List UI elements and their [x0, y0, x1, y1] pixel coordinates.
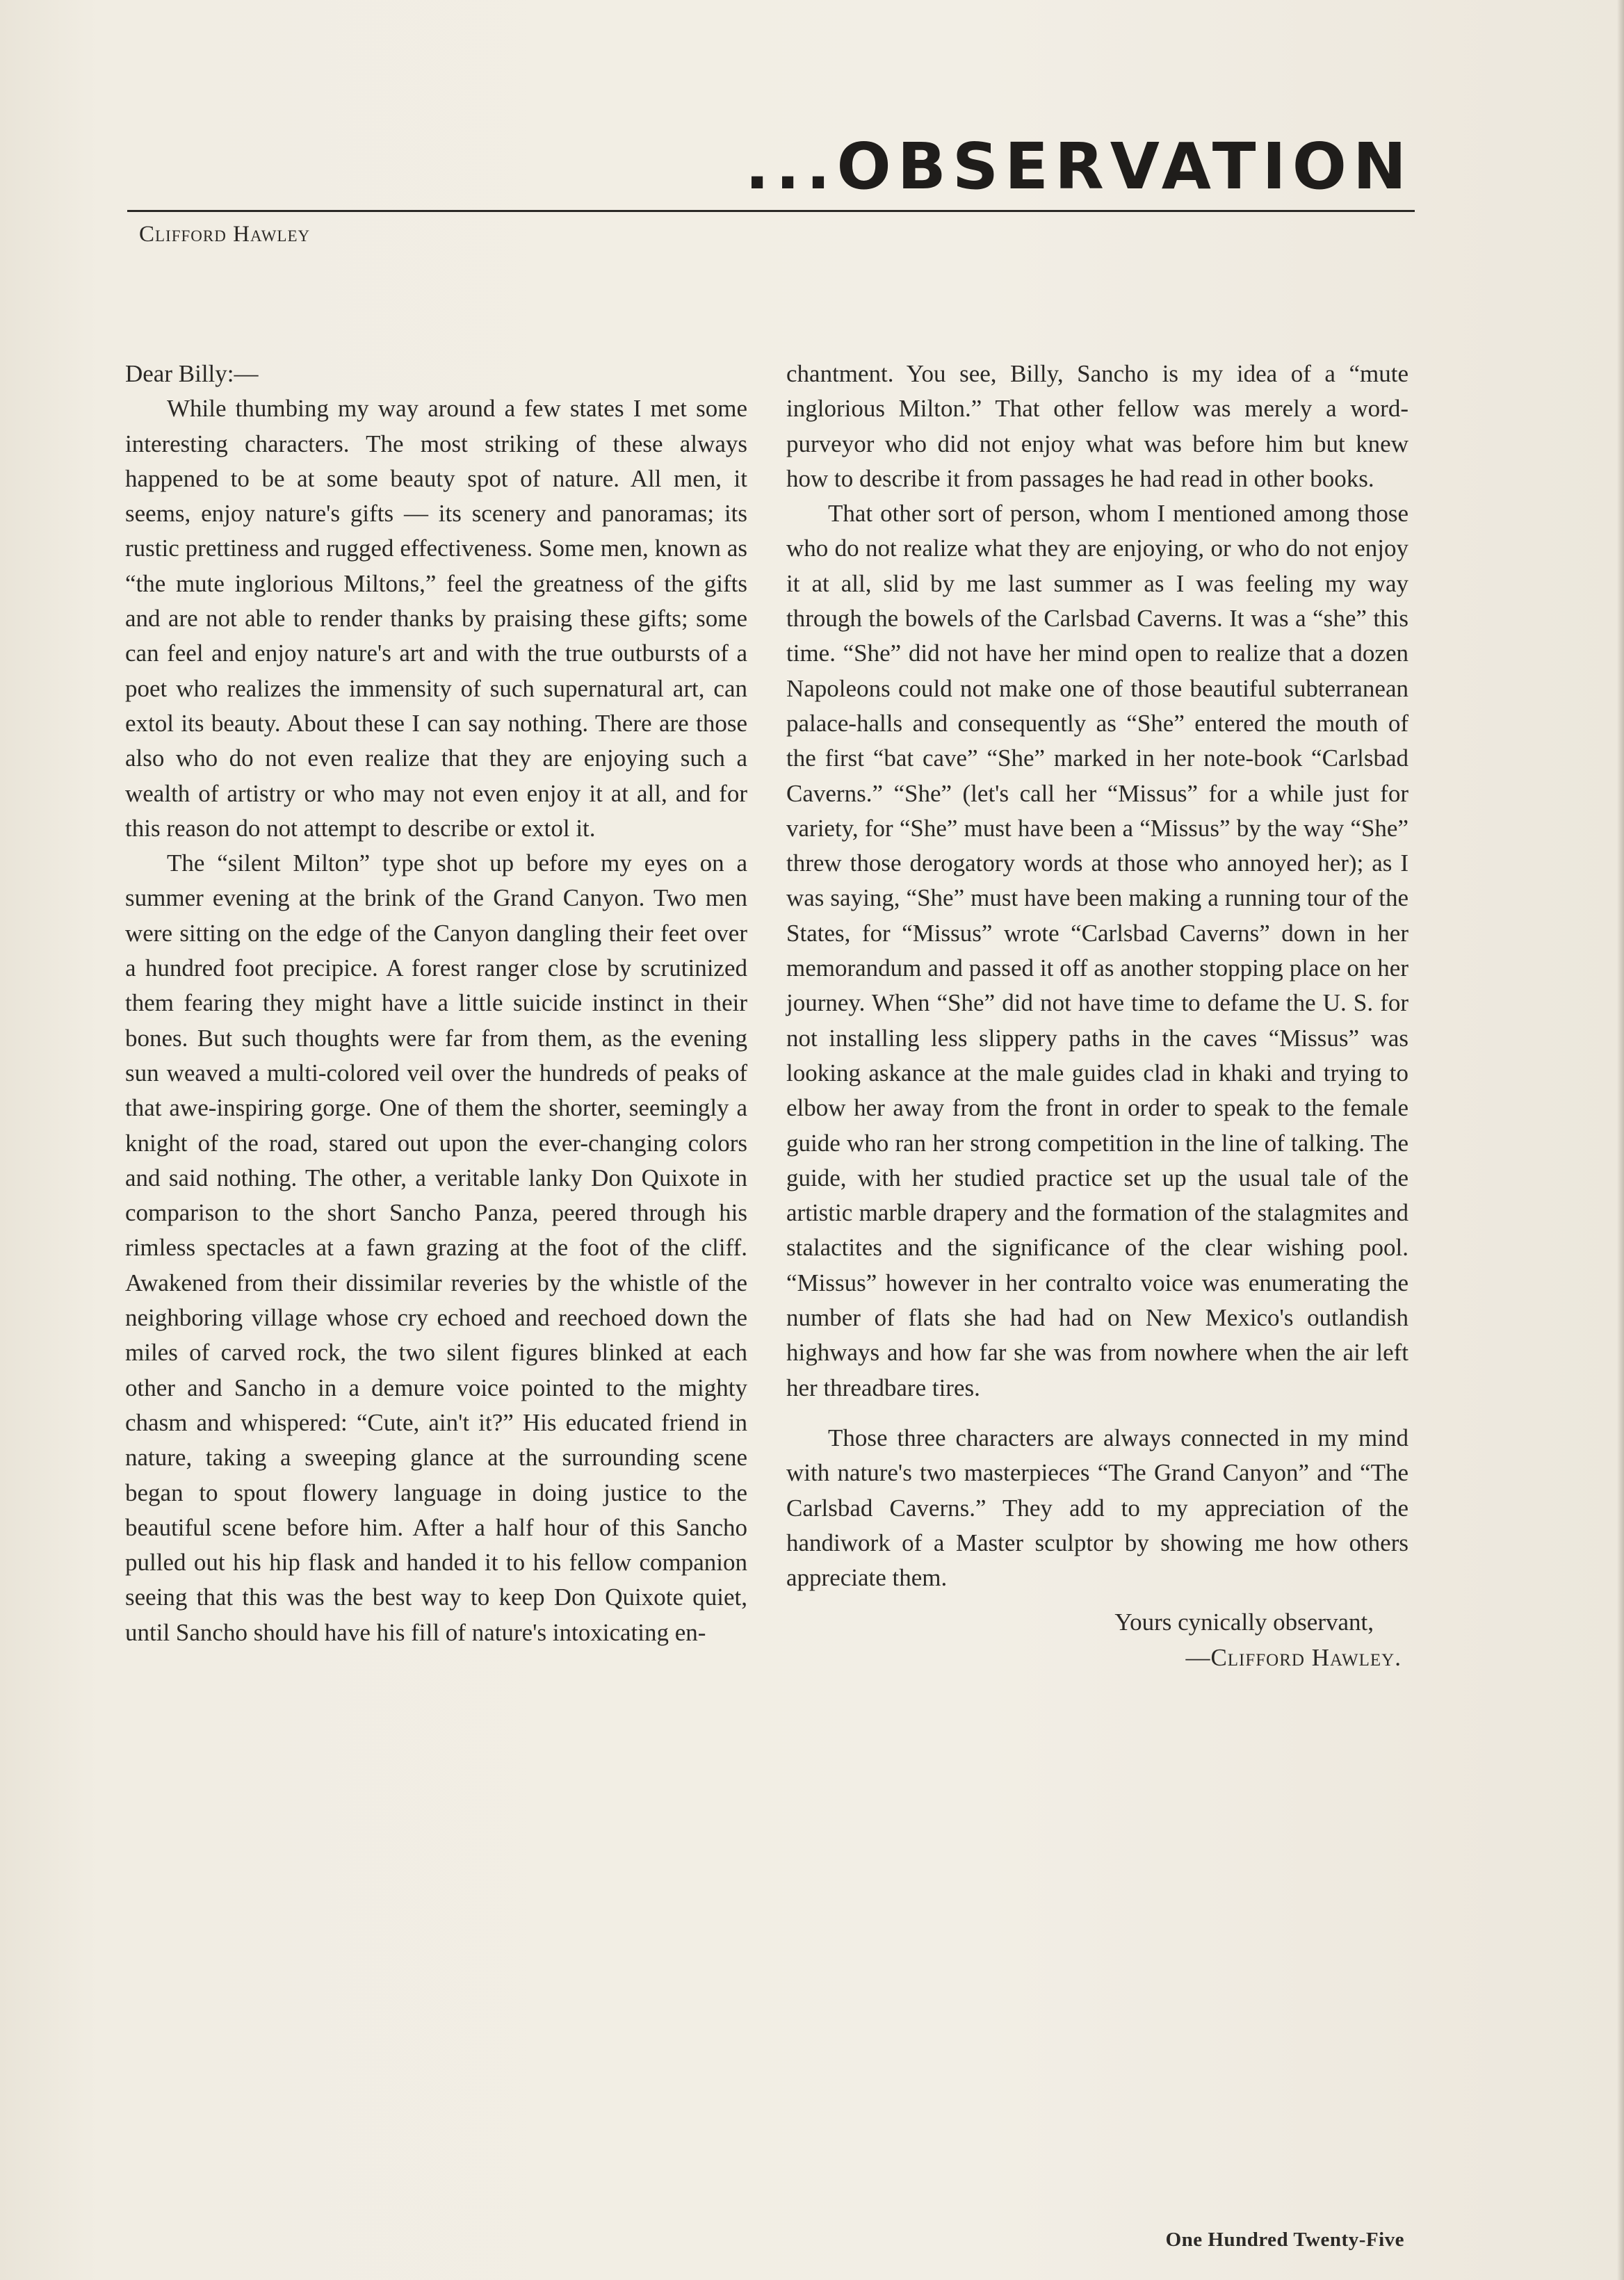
author-byline: Clifford Hawley [139, 222, 311, 247]
page-edge-shadow [1617, 0, 1624, 2280]
salutation: Dear Billy:— [125, 360, 259, 387]
header-rule [127, 210, 1415, 212]
right-column [786, 357, 1408, 1675]
paragraph: While thumbing my way around a few states I met some interesting characters. The most striking of these always happened to be at some beauty spot of nature. All men, it seems, enjoy nature's gifts — its scenery and panoramas; its rustic prettiness and rugged effectiveness. Some men, known as “the mute inglorious Miltons,” feel the greatness of the gifts and are not able to render thanks by praising these gifts; some can feel and enjoy nature's art and with the true outbursts of a poet who realizes the immensity of such supernatural art, can extol its beauty. About these I can say nothing. There are those also who do not even realize that they are enjoying such a wealth of artistry or who may not even enjoy it at all, and for this reason do not attempt to describe or extol it. [125, 395, 747, 842]
paragraph: Those three characters are always connected in my mind with nature's two masterpieces “The Grand Canyon” and “The Carlsbad Caverns.” They add to my appreciation of the handiwork of a Master sculptor by showing me how others appreciate them. [786, 1424, 1408, 1592]
paragraph: The “silent Milton” type shot up before my eyes on a summer evening at the brink of the Grand Canyon. Two men were sitting on the edge of the Canyon dangling their feet over a hundred foot precipice. A forest ranger close by scrutinized them fearing they might have a little suicide instinct in their bones. But such thoughts were far from them, as the evening sun weaved a multi-colored veil over the hundreds of peaks of that awe-inspiring gorge. One of them the shorter, seemingly a knight of the road, stared out upon the ever-changing colors and said nothing. The other, a veritable lanky Don Quixote in comparison to the short Sancho Panza, peered through his rimless spectacles at a fawn grazing at the foot of the cliff. Awakened from their dissimilar reveries by the whistle of the neighboring village whose cry echoed and reechoed down the miles of carved rock, the two silent figures blinked at each other and Sancho in a demure voice pointed to the mighty chasm and whispered: “Cute, ain't it?” His educated friend in nature, taking a sweeping glance at the surrounding scene began to spout flowery language in doing justice to the beautiful scene before him. After a half hour of this Sancho pulled out his hip flask and handed it to his fellow companion seeing that this was the best way to keep Don Quixote quiet, until Sancho should have his fill of nature's intoxicating en- [125, 849, 747, 1646]
left-column [125, 357, 747, 1650]
signature: —Clifford Hawley. [1185, 1643, 1402, 1671]
page-number: One Hundred Twenty-Five [1165, 2229, 1404, 2251]
paragraph-continued: chantment. You see, Billy, Sancho is my idea of a “mute inglorious Milton.” That other fellow was merely a word-purveyor who did not enjoy what was before him but knew how to describe it from passages he had read in other books. [786, 360, 1408, 492]
closing-line: Yours cynically observant, [1114, 1609, 1374, 1636]
paragraph: That other sort of person, whom I mentioned among those who do not realize what they are enjoying, or who do not enjoy it at all, slid by me last summer as I was feeling my way through the bowels of the Carlsbad Caverns. It was a “she” this time. “She” did not have her mind open to realize that a dozen Napoleons could not make one of those beautiful subterranean palace-halls and consequently as “She” entered the mouth of the first “bat cave” “She” marked in her note-book “Carlsbad Caverns.” “She” (let's call her “Missus” for a while just for variety, for “She” must have been a “Missus” by the way “She” threw those derogatory words at those who annoyed her); as I was saying, “She” must have been making a running tour of the States, for “Missus” wrote “Carlsbad Caverns” down in her memorandum and passed it off as another stopping place on her journey. When “She” did not have time to defame the U. S. for not installing less slippery paths in the caves “Missus” was looking askance at the male guides clad in khaki and trying to elbow her away from the front in order to speak to the female guide who ran her strong competition in the line of talking. The guide, with her studied practice set up the usual tale of the artistic marble drapery and the formation of the stalagmites and stalactites and the significance of the clear wishing pool. “Missus” however in her contralto voice was enumerating the number of flats she had had on New Mexico's outlandish highways and how far she was from nowhere when the air left her threadbare tires. [786, 500, 1408, 1401]
section-title: ...OBSERVATION [745, 129, 1413, 204]
